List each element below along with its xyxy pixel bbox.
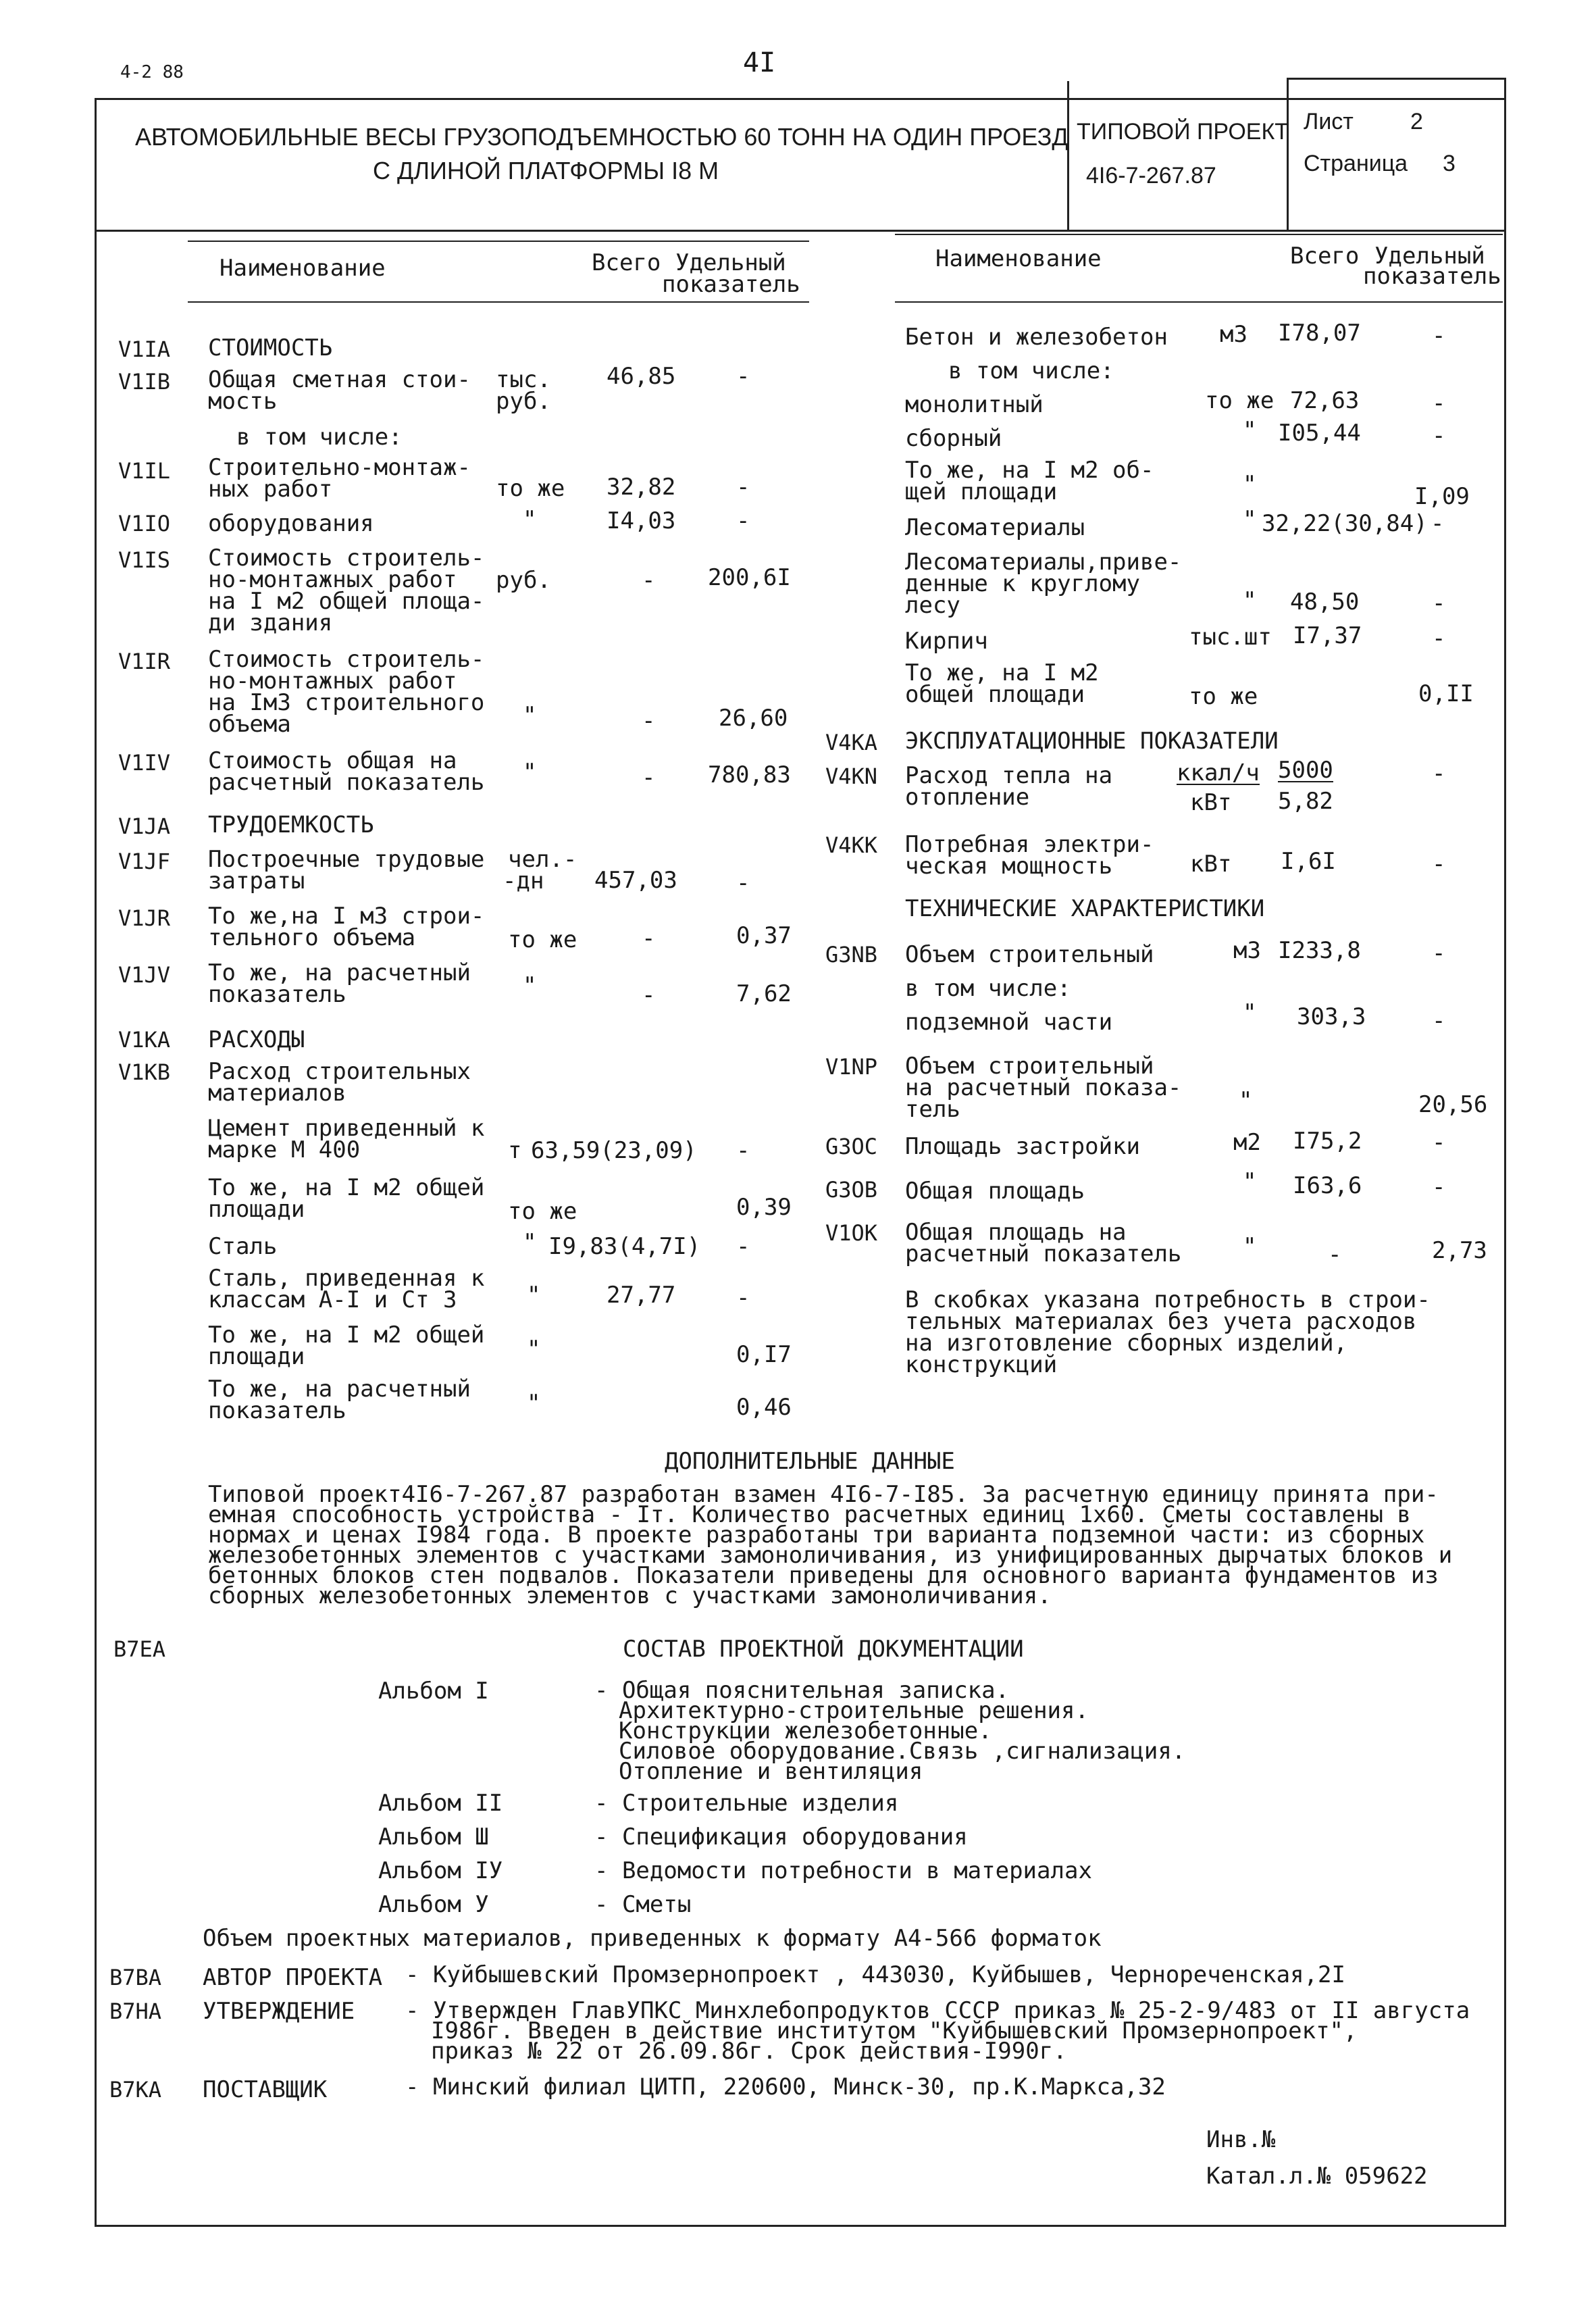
row-code: B7HA <box>109 1998 162 2024</box>
row-code: V1IA <box>118 336 171 362</box>
section-heading: ТРУДОЕМКОСТЬ <box>208 811 374 838</box>
row-unit: " <box>527 1282 541 1309</box>
row-total: 5000 <box>1278 757 1333 784</box>
row-name: материалов <box>208 1080 346 1107</box>
row-total: - <box>642 764 656 791</box>
album-label: Альбом IУ <box>378 1857 503 1884</box>
row-name: То же, на I м2 общей <box>208 1174 485 1201</box>
row-specific: - <box>736 1284 750 1311</box>
header-divider-2 <box>1287 78 1289 231</box>
row-unit: " <box>523 972 537 999</box>
row-name: Стоимость строитель- <box>208 646 485 673</box>
album-text: - Сметы <box>594 1891 692 1918</box>
row-unit: " <box>527 1390 541 1417</box>
right-head-bottom <box>895 301 1503 303</box>
row-specific: - <box>736 870 750 897</box>
album-text: Конструкции железобетонные. <box>619 1717 992 1744</box>
row-total: 46,85 <box>607 363 676 390</box>
sheet-label: Лист <box>1304 109 1354 134</box>
row-name: расчетный показатель <box>905 1240 1182 1267</box>
album-label: Альбом Ш <box>378 1823 489 1851</box>
sheet-box-top <box>1287 78 1506 80</box>
row-total: 5,82 <box>1278 788 1333 815</box>
right-head-indicator: показатель <box>1363 263 1501 290</box>
row-total: 63,59(23,09) <box>531 1137 697 1164</box>
row-unit: то же <box>1205 387 1275 414</box>
row-name: Кирпич <box>905 628 988 655</box>
row-name: Общая площадь на <box>905 1219 1127 1246</box>
row-total: I75,2 <box>1293 1128 1362 1155</box>
row-code: V1IR <box>118 649 171 674</box>
right-head-name: Наименование <box>935 245 1102 272</box>
row-name: подземной части <box>905 1009 1113 1036</box>
row-unit: тыс. <box>496 366 551 393</box>
row-unit: " <box>1243 417 1257 444</box>
approval-text: приказ № 22 от 26.09.86г. Срок действия-I990г. <box>431 2038 1067 2065</box>
row-total: 303,3 <box>1297 1003 1366 1030</box>
page-label: Страница <box>1304 151 1408 176</box>
row-name: тель <box>905 1096 960 1123</box>
row-name: но-монтажных работ <box>208 566 457 593</box>
row-name: То же, на расчетный <box>208 1376 471 1403</box>
paragraph-line: сборных железобетонных элементов с участками замоноличивания. <box>208 1582 1052 1609</box>
approval-text: - Утвержден ГлавУПКС Минхлебопродуктов СССР приказ № 25-2-9/483 от II августа <box>405 1997 1470 2024</box>
row-specific: 0,II <box>1418 680 1474 707</box>
row-specific: - <box>1432 940 1446 967</box>
row-total: - <box>642 925 656 952</box>
left-head-specific: Удельный <box>675 249 786 276</box>
right-head-specific: Удельный <box>1374 243 1485 270</box>
catalog-number: Катал.л.№ 059622 <box>1206 2163 1428 2190</box>
row-name: Расход тепла на <box>905 762 1113 789</box>
album-text: - Общая пояснительная записка. <box>594 1677 1010 1704</box>
row-name: То же, на I м2 <box>905 659 1099 686</box>
row-name: Объем строительный <box>905 941 1154 968</box>
row-name: площади <box>208 1343 305 1370</box>
row-code: V1JR <box>118 905 171 931</box>
row-specific: - <box>736 474 750 501</box>
row-name: То же, на I м2 об- <box>905 457 1154 484</box>
section-title: СОСТАВ ПРОЕКТНОЙ ДОКУМЕНТАЦИИ <box>623 1636 1024 1663</box>
row-unit: " <box>1243 1233 1257 1260</box>
row-unit: то же <box>1189 683 1258 710</box>
row-total: - <box>642 707 656 734</box>
row-name: То же, на I м2 общей <box>208 1322 485 1349</box>
project-number: 4I6-7-267.87 <box>1086 163 1216 188</box>
row-specific: 26,60 <box>719 705 788 732</box>
row-name: Бетон и железобетон <box>905 324 1168 351</box>
album-text: - Строительные изделия <box>594 1790 899 1817</box>
project-label: ТИПОВОЙ ПРОЕКТ <box>1077 119 1289 145</box>
paragraph-line: емная способность устройства - Iт. Количество расчетных единиц 1х60. Сметы составлены в <box>208 1501 1411 1528</box>
author-text: - Куйбышевский Промзернопроект , 443030, Куйбышев, Чернореченская,2I <box>405 1961 1345 1988</box>
row-code: V1KB <box>118 1059 171 1085</box>
row-total: I78,07 <box>1278 320 1361 347</box>
row-unit: т <box>508 1137 522 1164</box>
row-name: Сталь <box>208 1233 278 1260</box>
row-code: G3OB <box>825 1177 878 1203</box>
row-specific: 780,83 <box>708 761 791 788</box>
row-unit: " <box>1243 587 1257 614</box>
page-value: 3 <box>1443 151 1456 176</box>
row-name: отопление <box>905 784 1030 811</box>
row-name: Общая сметная стои- <box>208 366 471 393</box>
row-specific: - <box>1432 1129 1446 1156</box>
row-code: V1OK <box>825 1220 878 1246</box>
row-subheading: в том числе: <box>236 424 403 451</box>
row-total: I63,6 <box>1293 1172 1362 1199</box>
row-code: V1IS <box>118 547 171 573</box>
left-head-indicator: показатель <box>662 271 800 298</box>
album-text: - Ведомости потребности в материалах <box>594 1857 1092 1884</box>
row-specific: 0,I7 <box>736 1341 792 1368</box>
row-name: на I м2 общей площа- <box>208 588 485 615</box>
row-name: ди здания <box>208 609 333 636</box>
note-line: тельных материалах без учета расходов <box>905 1308 1417 1335</box>
row-name: на Iм3 строительного <box>208 689 485 716</box>
row-unit: кВт <box>1190 851 1232 878</box>
row-code: G3NB <box>825 942 878 967</box>
row-code: V1IV <box>118 750 171 776</box>
row-specific: - <box>1432 422 1446 449</box>
row-specific: 0,39 <box>736 1194 792 1221</box>
row-specific: - <box>1432 590 1446 617</box>
page-number: 4I <box>743 47 776 78</box>
row-name: показатель <box>208 981 346 1008</box>
row-total: 32,82 <box>607 474 676 501</box>
album-label: Альбом I <box>378 1678 489 1705</box>
row-code: V1JA <box>118 813 171 839</box>
album-text: - Спецификация оборудования <box>594 1823 968 1851</box>
row-name: ческая мощность <box>905 853 1113 880</box>
section-heading: СТОИМОСТЬ <box>208 334 333 361</box>
row-code: B7KA <box>109 2077 162 2103</box>
row-unit: кВт <box>1190 789 1232 816</box>
row-name: на расчетный показа- <box>905 1074 1182 1101</box>
approval-label: УТВЕРЖДЕНИЕ <box>203 1998 355 2025</box>
row-name: Общая площадь <box>905 1178 1085 1205</box>
row-code: G3OC <box>825 1134 878 1159</box>
row-name: Стоимость общая на <box>208 747 457 774</box>
row-name: То же,на I м3 строи- <box>208 903 485 930</box>
row-specific: 0,46 <box>736 1394 792 1421</box>
row-name: площади <box>208 1196 305 1223</box>
row-unit: руб. <box>496 567 551 594</box>
row-code: V4KN <box>825 763 878 789</box>
row-name: объема <box>208 711 291 738</box>
paragraph-line: бетонных блоков стен подвалов. Показатели приведены для основного варианта фундаментов из <box>208 1562 1439 1589</box>
right-head-total: Всего <box>1290 243 1360 270</box>
section-heading: РАСХОДЫ <box>208 1026 305 1053</box>
frame-left <box>95 98 97 2226</box>
header-title-line2: С ДЛИНОЙ ПЛАТФОРМЫ I8 М <box>373 157 719 184</box>
row-name: лесу <box>905 592 960 619</box>
row-unit: " <box>1243 506 1257 533</box>
row-name: мость <box>208 388 278 415</box>
row-specific: - <box>1432 322 1446 349</box>
row-name: Стоимость строитель- <box>208 545 485 572</box>
row-total: I,6I <box>1281 848 1336 875</box>
row-specific: - <box>736 1137 750 1164</box>
row-specific: 0,37 <box>736 922 792 949</box>
row-specific: I,09 <box>1414 483 1470 510</box>
paragraph-line: нормах и ценах I984 года. В проекте разработаны три варианта подземной части: из сборных <box>208 1521 1425 1549</box>
row-name: Потребная электри- <box>905 831 1154 858</box>
left-head-top <box>188 241 809 242</box>
row-name: Расход строительных <box>208 1058 471 1085</box>
row-unit: " <box>1243 471 1257 498</box>
row-specific: - <box>736 507 750 534</box>
row-unit: м3 <box>1220 321 1247 348</box>
row-name: расчетный показатель <box>208 769 485 796</box>
row-unit: " <box>1239 1087 1253 1114</box>
row-code: V1IB <box>118 369 171 395</box>
supplier-label: ПОСТАВЩИК <box>203 2076 328 2103</box>
row-name: ных работ <box>208 476 333 503</box>
row-code: B7BA <box>109 1965 162 1990</box>
row-code: V4KK <box>825 832 878 858</box>
album-label: Альбом У <box>378 1891 489 1918</box>
row-unit: то же <box>508 926 577 953</box>
row-code: V1JF <box>118 849 171 874</box>
row-unit: то же <box>508 1198 577 1225</box>
row-total: I7,37 <box>1293 622 1362 649</box>
row-unit: " <box>1243 999 1257 1026</box>
note-line: конструкций <box>905 1351 1058 1378</box>
row-name: показатель <box>208 1397 346 1424</box>
row-name: Построечные трудовые <box>208 846 485 873</box>
row-name: но-монтажных работ <box>208 668 457 695</box>
row-name: Сталь, приведенная к <box>208 1265 485 1292</box>
row-specific: 200,6I <box>708 564 791 591</box>
paragraph-line: Типовой проект4I6-7-267.87 разработан взамен 4I6-7-I85. За расчетную единицу принята при- <box>208 1481 1439 1508</box>
section-heading: ЭКСПЛУАТАЦИОННЫЕ ПОКАЗАТЕЛИ <box>905 728 1279 755</box>
inventory-number: Инв.№ <box>1206 2126 1276 2153</box>
album-text: Силовое оборудование.Связь ,сигнализация. <box>619 1738 1186 1765</box>
row-specific: 7,62 <box>736 980 792 1007</box>
row-name: То же, на расчетный <box>208 959 471 986</box>
album-text: Отопление и вентиляция <box>619 1758 923 1785</box>
row-unit: м3 <box>1233 937 1261 964</box>
row-specific: - <box>1432 390 1446 417</box>
row-total: I4,03 <box>607 507 676 534</box>
row-name: Лесоматериалы,приве- <box>905 549 1182 576</box>
row-unit: тыс.шт <box>1189 624 1272 651</box>
row-unit: " <box>1243 1168 1257 1195</box>
row-specific: 2,73 <box>1432 1237 1487 1264</box>
left-head-name: Наименование <box>220 255 386 282</box>
row-total: 457,03 <box>594 867 677 894</box>
row-unit: -дн <box>503 867 544 895</box>
row-name: монолитный <box>905 391 1044 418</box>
note-line: В скобках указана потребность в строи- <box>905 1286 1431 1313</box>
row-name: марке М 400 <box>208 1136 361 1163</box>
row-total: I233,8 <box>1278 937 1361 964</box>
row-total: I9,83(4,7I) <box>548 1233 701 1260</box>
row-subheading: в том числе: <box>948 357 1114 384</box>
row-unit: " <box>527 1336 541 1363</box>
row-unit: " <box>523 506 537 533</box>
row-specific: - <box>1432 625 1446 652</box>
frame-top <box>95 98 1506 100</box>
row-name: общей площади <box>905 681 1085 708</box>
row-name: Цемент приведенный к <box>208 1115 485 1142</box>
album-text: Архитектурно-строительные решения. <box>619 1697 1089 1724</box>
row-name: щей площади <box>905 478 1058 505</box>
row-specific: - <box>736 1233 750 1260</box>
row-name: Площадь застройки <box>905 1133 1140 1160</box>
row-code: V1IL <box>118 458 171 484</box>
row-specific: - <box>1432 1174 1446 1201</box>
paragraph-line: железобетонных элементов с участками замоноличивания, из унифицированных дырчатых блоков и <box>208 1542 1453 1569</box>
row-specific: - <box>1432 760 1446 787</box>
row-total: I05,44 <box>1278 420 1361 447</box>
section-heading: ТЕХНИЧЕСКИЕ ХАРАКТЕРИСТИКИ <box>905 895 1265 922</box>
frame-header-bottom <box>95 230 1506 232</box>
row-code: V1NP <box>825 1054 878 1080</box>
row-total: 72,63 <box>1290 387 1360 414</box>
header-title-line1: АВТОМОБИЛЬНЫЕ ВЕСЫ ГРУЗОПОДЪЕМНОСТЬЮ 60 ТОНН НА ОДИН ПРОЕЗД <box>135 123 1069 151</box>
row-unit: руб. <box>496 388 551 415</box>
frame-right <box>1504 78 1506 2226</box>
approval-text: I986г. Введен в действие институтом "Куйбышевский Промзернопроект", <box>431 2017 1358 2044</box>
row-code: V1KA <box>118 1027 171 1053</box>
row-name: Лесоматериалы <box>905 514 1085 541</box>
section-title: ДОПОЛНИТЕЛЬНЫЕ ДАННЫЕ <box>665 1448 955 1475</box>
row-code: B7EA <box>113 1636 166 1662</box>
row-name: сборный <box>905 425 1002 452</box>
row-specific: - <box>1432 851 1446 878</box>
row-total: - <box>1328 1241 1342 1268</box>
row-total: - <box>642 567 656 594</box>
author-label: АВТОР ПРОЕКТА <box>203 1964 383 1991</box>
row-name: оборудования <box>208 510 374 537</box>
row-unit: ккал/ч <box>1177 759 1260 786</box>
sheet-number: 2 <box>1410 109 1423 134</box>
right-head-top <box>895 234 1503 235</box>
album-label: Альбом II <box>378 1790 503 1817</box>
row-code: V1IO <box>118 511 171 536</box>
left-head-total: Всего <box>592 249 661 276</box>
row-total: 32,22(30,84) <box>1262 510 1428 537</box>
row-specific: - <box>736 363 750 390</box>
row-name: денные к круглому <box>905 570 1140 597</box>
row-total: 48,50 <box>1290 588 1360 615</box>
supplier-text: - Минский филиал ЦИТП, 220600, Минск-30, пр.К.Маркса,32 <box>405 2073 1166 2101</box>
row-unit: " <box>523 759 537 786</box>
row-specific: 20,56 <box>1418 1091 1488 1118</box>
row-unit: " <box>523 702 537 729</box>
row-name: Строительно-монтаж- <box>208 454 471 481</box>
row-name: Объем строительный <box>905 1053 1154 1080</box>
page-code: 4-2 88 <box>120 62 184 82</box>
row-unit: м2 <box>1233 1129 1261 1156</box>
row-name: тельного объема <box>208 924 416 951</box>
row-total: - <box>642 982 656 1009</box>
row-code: V4KA <box>825 730 878 755</box>
row-unit: чел.- <box>508 846 577 873</box>
note-line: на изготовление сборных изделий, <box>905 1330 1348 1357</box>
row-name: затраты <box>208 867 305 895</box>
row-total: 27,77 <box>607 1282 676 1309</box>
volume-line: Объем проектных материалов, приведенных к формату А4-566 форматок <box>203 1925 1102 1952</box>
row-code: V1JV <box>118 962 171 988</box>
row-unit: то же <box>496 475 565 502</box>
left-head-bottom <box>188 301 809 303</box>
row-specific: - <box>1431 510 1445 537</box>
header-divider-1 <box>1067 81 1069 231</box>
row-unit: " <box>523 1229 537 1256</box>
frame-bottom <box>95 2225 1506 2227</box>
row-specific: - <box>1432 1007 1446 1034</box>
row-name: классам А-I и Ст 3 <box>208 1286 457 1313</box>
row-subheading: в том числе: <box>905 975 1071 1002</box>
